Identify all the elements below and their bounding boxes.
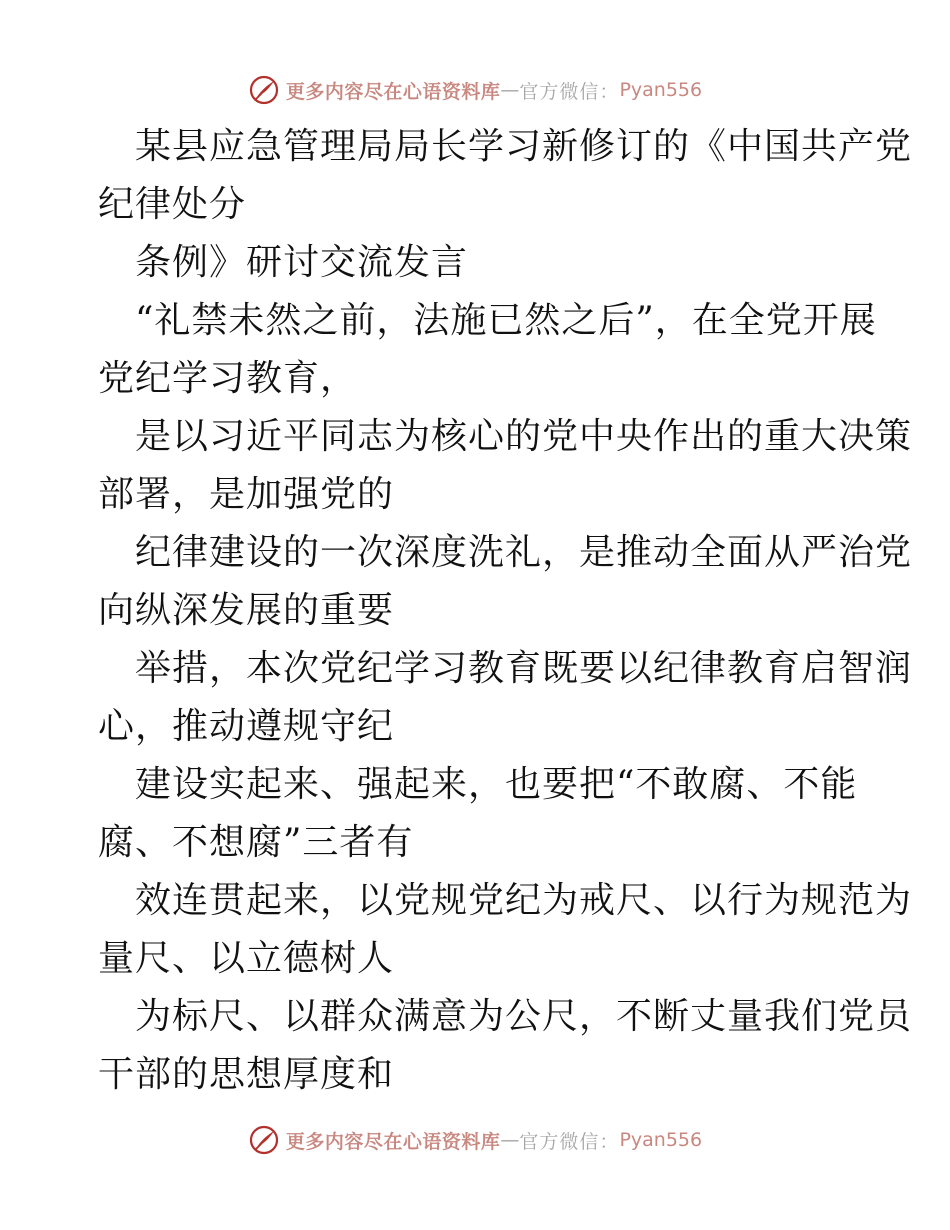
text-line: 举措，本次党纪学习教育既要以纪律教育启智润 [135,648,913,689]
watermark-label: 官方微信： [519,1130,620,1153]
text-line: 腐、不想腐”三者有 [98,822,414,863]
text-line: “礼禁未然之前，法施已然之后”，在全党开展 [135,300,877,341]
footer-watermark [0,1120,950,1160]
document-body [98,118,913,1104]
text-line: 为标尺、以群众满意为公尺，不断丈量我们党员 [135,996,913,1037]
text-line: 某县应急管理局局长学习新修订的《中国共产党 [135,126,913,167]
watermark-text: 更多内容尽在心语资料库 [285,80,501,103]
watermark-text: 更多内容尽在心语资料库 [285,1130,501,1153]
quill-logo-icon [248,1124,280,1156]
text-line: 干部的思想厚度和 [98,1054,395,1095]
watermark-id: Pyan556 [619,1129,703,1151]
text-line: 党纪学习教育， [98,358,358,399]
text-line: 量尺、以立德树人 [98,938,395,979]
text-line: 是以习近平同志为核心的党中央作出的重大决策 [135,416,913,457]
text-line: 纪律建设的一次深度洗礼，是推动全面从严治党 [135,532,913,573]
watermark-id: Pyan556 [619,79,703,101]
text-line: 建设实起来、强起来，也要把“不敢腐、不能 [135,764,858,805]
text-line: 纪律处分 [98,184,247,225]
watermark-label: 官方微信： [519,80,620,103]
text-line: 部署，是加强党的 [98,474,395,515]
watermark-dash: — [500,79,520,101]
quill-logo-icon [248,74,280,106]
watermark-dash: — [500,1129,520,1151]
header-watermark [0,70,950,110]
text-line: 条例》研讨交流发言 [135,242,469,283]
text-line: 心，推动遵规守纪 [98,706,395,747]
text-line: 向纵深发展的重要 [98,590,395,631]
text-line: 效连贯起来，以党规党纪为戒尺、以行为规范为 [135,880,913,921]
